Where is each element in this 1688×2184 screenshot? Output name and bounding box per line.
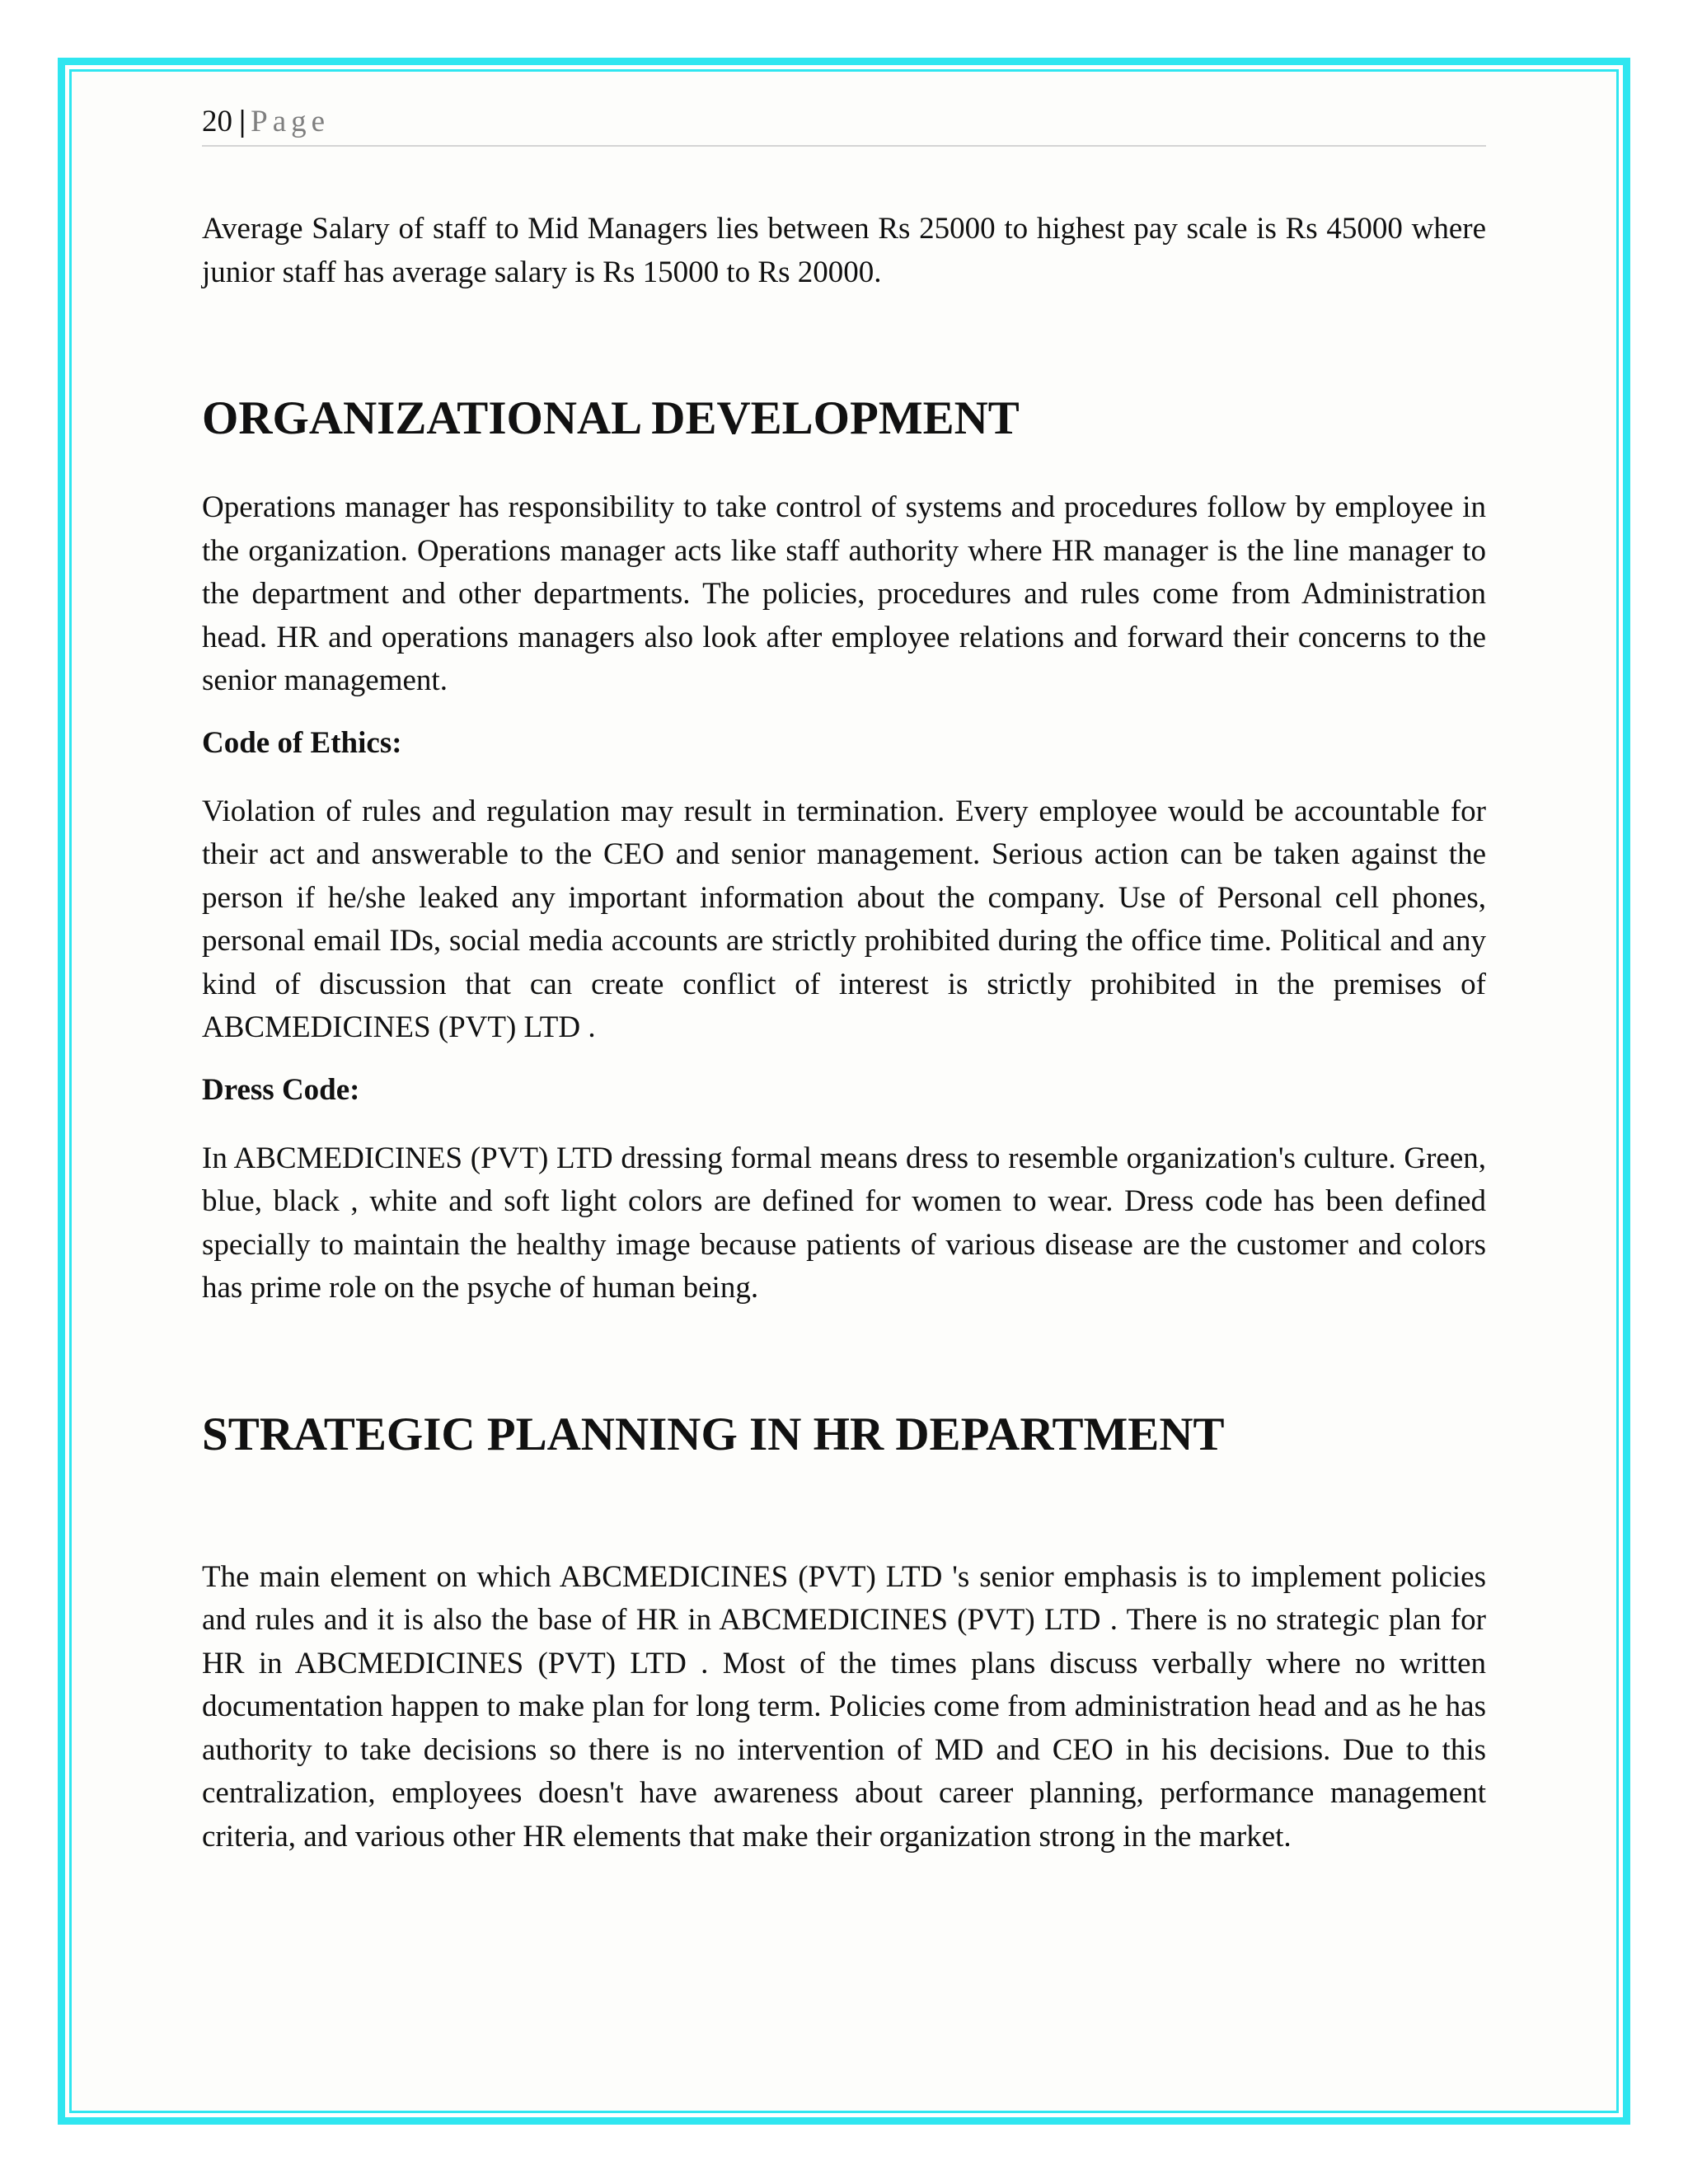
code-of-ethics-paragraph: Violation of rules and regulation may result in termination. Every employee would be accountable for their act and answerable to the CEO and senior management. Serious action can be taken against the person if he/she leaked any important information about the company. Use of Personal cell phones, personal email IDs, social media accounts are strictly prohibited during the office time. Political and any kind of discussion that can create conflict of interest is strictly prohibited in the premises of ABCMEDICINES (PVT) LTD . [202, 794, 1486, 1044]
org-dev-paragraph: Operations manager has responsibility to take control of systems and procedures follow by employee in the organization. Operations manager acts like staff authority where HR manager is the line manager to the department and other departments. The policies, procedures and rules come from Administration head. HR and operations managers also look after employee relations and forward their concerns to the senior management. [202, 490, 1486, 697]
page-header-separator: | [239, 105, 246, 138]
page-number: 20 [202, 105, 232, 138]
dress-code-heading: Dress Code: [202, 1072, 360, 1107]
page-header [202, 101, 1486, 147]
strategic-planning-paragraph: The main element on which ABCMEDICINES (PVT) LTD 's senior emphasis is to implement policies and rules and it is also the base of HR in ABCMEDICINES (PVT) LTD . There is no strategic plan for HR in ABCMEDICINES (PVT) LTD . Most of the times plans discuss verbally where no written documentation happen to make plan for long term. Policies come from administration head and as he has authority to take decisions so there is no intervention of MD and CEO in his decisions. Due to this centralization, employees doesn't have awareness about career planning, performance management criteria, and various other HR elements that make their organization strong in the market. [202, 1559, 1486, 1854]
section-heading-strategic-planning: STRATEGIC PLANNING IN HR DEPARTMENT [202, 1408, 1225, 1460]
code-of-ethics-heading: Code of Ethics: [202, 725, 402, 760]
dress-code-paragraph: In ABCMEDICINES (PVT) LTD dressing formal means dress to resemble organization's culture. Green, blue, black , white and soft light colors are defined for women to wear. Dress code has been defined specially to maintain the healthy image because patients of various disease are the customer and colors has prime role on the psyche of human being. [202, 1141, 1486, 1305]
intro-paragraph: Average Salary of staff to Mid Managers lies between Rs 25000 to highest pay scale is Rs 45000 where junior staff has average salary is Rs 15000 to Rs 20000. [202, 212, 1486, 289]
section-heading-organizational-development: ORGANIZATIONAL DEVELOPMENT [202, 392, 1020, 444]
page-content [202, 101, 1486, 1858]
page-label: Page [251, 105, 331, 138]
